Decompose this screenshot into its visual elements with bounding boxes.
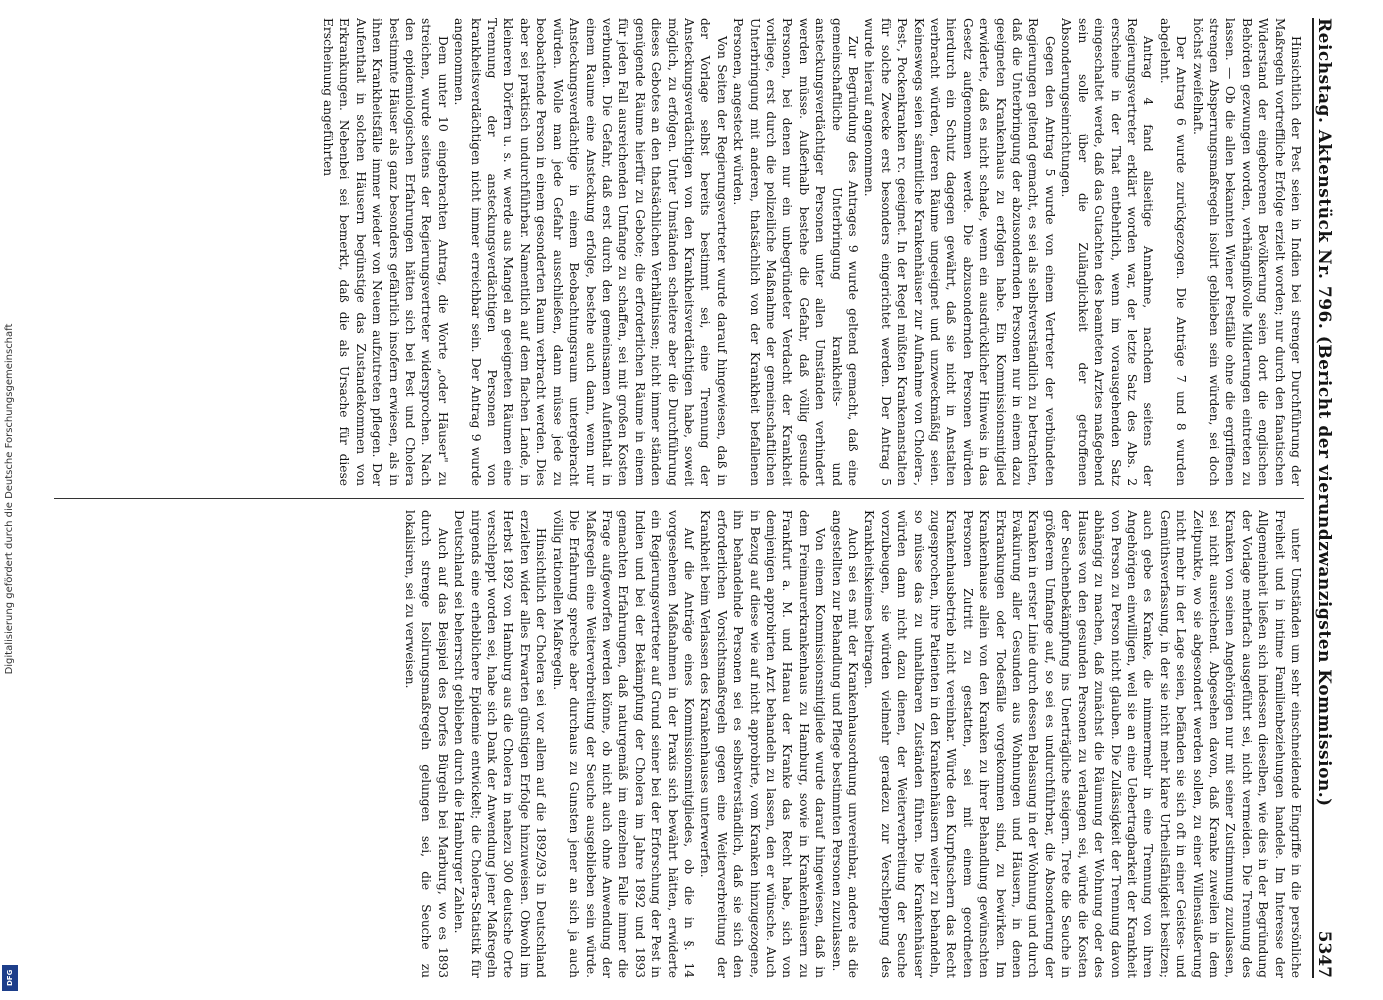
paragraph: Von Seiten der Regierungsvertreter wurde darauf hingewiesen, daß in der Vorlage selbst bereits bestimmt sei, eine Trennung der Ansteckungsverdächtigen von den Krankheitsverdächtigen habe, soweit möglich, zu erfolgen. Unter Umständen scheitere aber die Durchführung dieses Gebotes an den thatsächlichen Verhältnissen; nicht immer ständen genügende Räume hierfür zu Gebote; die erforderlichen Räume in einem für jeden Fall ausreichenden Umfange zu schaffen, sei mit großen Kosten verbunden. Die Gefahr, daß erst durch den gemeinsamen Aufenthalt in einem Raume eine Ansteckung erfolge, bestehe auch dann, wenn nur Ansteckungsverdächtige in einem Beobachtungsraum untergebracht würden. Wolle man jede Gefahr ausschließen, dann müsse jede zu beobachtende Person in einem gesonderten Raum verbracht werden. Dies aber sei praktisch undurchführbar. Namentlich auf dem flachen Lande, in kleineren Dörfern u. s. w. werde aus Mangel an geeigneten Räumen eine Trennung der ansteckungsverdächtigen Personen von krankheitsverdächtigen nicht immer erreichbar sein. Der Antrag 9 wurde angenommen. [452, 18, 729, 486]
header-title: Reichstag. Aktenstück Nr. 796. (Bericht der vierundzwanzigsten Kommission.) [1314, 18, 1334, 807]
paragraph: Auch auf das Beispiel des Dorfes Bürgeln bei Marburg, wo es 1893 durch strenge Isolirungsmaßregeln gelungen sei, die Seuche zu lokalisiren, sei zu verweisen. [403, 510, 450, 978]
page-header [1312, 18, 1348, 978]
paragraph: Hinsichtlich der Cholera sei vor allem auf die 1892/93 in Deutschland erzielten wider alles Erwarten günstigen Erfolge hinzuweisen. Obwohl im Herbst 1892 von Hamburg aus die Cholera in nahezu 300 deutsche Orte verschleppt worden sei, habe sich Dank der Anwendung jener Maßregeln nirgends eine erheblichere Epidemie entwickelt; die Cholera-Statistik für Deutschland sei beherrscht geblieben durch die Hamburger Zahlen. [452, 510, 549, 978]
digitization-credit: Digitalisierung gefördert durch die Deutsche Forschungsgemeinschaft [4, 323, 15, 675]
paragraph: Gegen den Antrag 5 wurde von einem Vertreter der verbündeten Regierungen geltend gemacht, es sei als selbstverständlich zu betrachten, daß die Unterbringung der abzusondernden Personen nur in einem dazu geeigneten Krankenhaus zu erfolgen habe. Ein Kommissionsmitglied erwiderte, daß es nicht schade, wenn ein ausdrücklicher Hinweis in das Gesetz aufgenommen werde. Die abzusondernden Personen würden hierdurch ein Schutz dagegen gewährt, daß sie nicht in Anstalten verbracht würden, deren Räume ungeeignet und unzweckmäßig seien. Keineswegs seien sämmtliche Krankenhäuser zur Aufnahme von Cholera-, Pest-, Pockenkranken rc. geeignet. In der Regel müßten Krankenanstalten für solche Zwecke erst besonders eingerichtet werden. Der Antrag 5 wurde hierauf angenommen. [862, 18, 1057, 486]
paragraph: Antrag 4 fand allseitige Annahme, nachdem seitens der Regierungsvertreter erklärt worden war, der letzte Satz des Abs. 2 erscheine in der That entbehrlich, wenn im vorausgehenden Satz eingeschaltet werde, daß das Gutachten des beamteten Arztes maßgebend sein solle über die Zulänglichkeit der getroffenen Absonderungseinrichtungen. [1059, 18, 1156, 486]
scanned-page [48, 18, 1348, 978]
paragraph: Von einem Kommissionsmitgliede wurde darauf hingewiesen, daß in dem Freimaurerkrankenhaus zu Hamburg, sowie in Krankenhäusern zu Frankfurt a. M. und Hanau der Kranke das Recht habe, sich von demjenigen approbirten Arzt behandeln zu lassen, den er wünsche. Auch in Bezug auf diese wie auf nicht approbirte, vom Kranken hinzugezogene, ihn behandelnde Personen sei es selbstverständlich, daß sie sich den erforderlichen Vorsichtsmaßregeln gegen eine Weiterverbreitung der Krankheit beim Verlassen des Krankenhauses unterwerfen. [698, 510, 828, 978]
sidebar [0, 0, 20, 1000]
dfg-logo-icon: DFG [2, 965, 18, 991]
text-column-left [54, 18, 1304, 486]
text-column-right [54, 510, 1304, 978]
paragraph: Zur Begründung des Antrages 9 wurde geltend gemacht, daß eine gemeinschaftliche Unterbringung krankheits- und ansteckungsverdächtiger Personen unter allen Umständen verhindert werden müsse. Außerhalb bestehe die Gefahr, daß völlig gesunde Personen, bei denen nur ein unbegründeter Verdacht der Krankheit vorliege, erst durch die polizeiliche Maßnahme der gemeinschaftlichen Unterbringung mit anderen, thatsächlich von der Krankheit befallenen Personen, angesteckt würden. [731, 18, 861, 486]
paragraph: unter Umständen um sehr einschneidende Eingriffe in die persönliche Freiheit und in intime Familienbeziehungen handele. Im Interesse der Allgemeinheit ließen sich indessen dieselben, wie dies in der Begründung der Vorlage mehrfach ausgeführt sei, nicht vermeiden. Die Trennung des Kranken von seinen Angehörigen nur mit seiner Zustimmung zuzulassen, sei nicht ausreichend. Abgesehen davon, daß Kranke zuweilen in dem Zeitpunkte, wo sie abgesondert werden sollen, zu einer Willensäußerung nicht mehr in der Lage seien, befänden sie sich oft in einer Geistes- und Gemüthsverfassung, in der sie nicht mehr klare Urtheilsfähigkeit besitzen; auch gebe es Kranke, die nimmermehr in eine Trennung von ihren Angehörigen einwilligen, weil sie an eine Uebertragbarkeit der Krankheit von Person zu Person nicht glauben. Die Zulässigkeit der Trennung davon abhängig zu machen, daß zunächst die Räumung der Wohnung oder des Hauses von den gesunden Personen zu verlangen sei, würde die Kosten der Seuchenbekämpfung ins Unerträgliche steigern. Trete die Seuche in größerem Umfange auf, so sei es undurchführbar, die Absonderung der Kranken in erster Linie durch dessen Belassung in der Wohnung und durch Evakuirung aller Gesunden aus Wohnungen und Häusern, in denen Erkrankungen oder Todesfälle vorgekommen sind, zu bewirken. Im Krankenhause allein von den Kranken zu ihrer Behandlung gewünschten Personen Zutritt zu gestatten, sei mit einem geordneten Krankenhausbetrieb nicht vereinbar. Würde den Kurpfuschern das Recht zugesprochen, ihre Patienten in den Krankenhäusern weiter zu behandeln, so müsse das zu unhaltbaren Zuständen führen. Die Krankenhäuser würden dann nicht dazu dienen, der Weiterverbreitung der Seuche vorzubeugen, sie würden vielmehr geradezu zur Verschleppung des Krankheitskeimes beitragen. [862, 510, 1303, 978]
paragraph: Der Antrag 6 wurde zurückgezogen. Die Anträge 7 und 8 wurden abgelehnt. [1157, 18, 1189, 486]
page-number: 5347 [1314, 930, 1334, 978]
paragraph: Dem unter 10 eingebrachten Antrag, die Worte „oder Häuser" zu streichen, wurde seitens der Regierungsvertreter widersprochen. Nach den epidemiologischen Erfahrungen hätten sich bei Pest und Cholera bestimmte Häuser als ganz besonders gefährlich insofern erwiesen, als in ihnen Krankheitsfälle immer wieder von Neuem aufzutreten pflegen. Der Aufenthalt in solchen Häusern begünstige das Zustandekommen von Erkrankungen. Nebenbei sei bemerkt, daß die als Ursache für diese Erscheinung angeführten [321, 18, 450, 486]
document-page [48, 18, 1348, 978]
paragraph: Hinsichtlich der Pest seien in Indien bei strenger Durchführung der Maßregeln vortreffliche Erfolge erzielt worden; nur durch den fanatischen Widerstand der eingeborenen Bevölkerung seien dort die englischen Behörden gezwungen worden, verhängnißvolle Milderungen eintreten zu lassen. — Ob die allen bekannten Wiener Pestfälle ohne die ergriffenen strengen Absperrungsmaßregeln isolirt geblieben sein würden, sei doch höchst zweifelhaft. [1190, 18, 1303, 486]
column-divider [54, 498, 1304, 499]
paragraph: Auf die Anträge eines Kommissionsmitgliedes, ob die in §. 14 vorgesehenen Maßnahmen in der Praxis sich bewährt hätten, erwiderte ein Regierungsvertreter auf Grund seiner bei der Erforschung der Pest in Indien und bei der Bekämpfung der Cholera im Jahre 1892 und 1893 gemachten Erfahrungen, daß naturgemäß im einzelnen Falle immer die Frage aufgeworfen werden könne, ob nicht auch ohne Anwendung der Maßregeln eine Weiterverbreitung der Seuche ausgeblieben sein würde. Die Erfahrung spreche aber durchaus zu Gunsten jener an sich ja auch völlig rationellen Maßregeln. [550, 510, 696, 978]
paragraph: Auch sei es mit der Krankenhausordnung unvereinbar, andere als die angestellten zur Behandlung und Pflege bestimmten Personen zuzulassen. [829, 510, 861, 978]
